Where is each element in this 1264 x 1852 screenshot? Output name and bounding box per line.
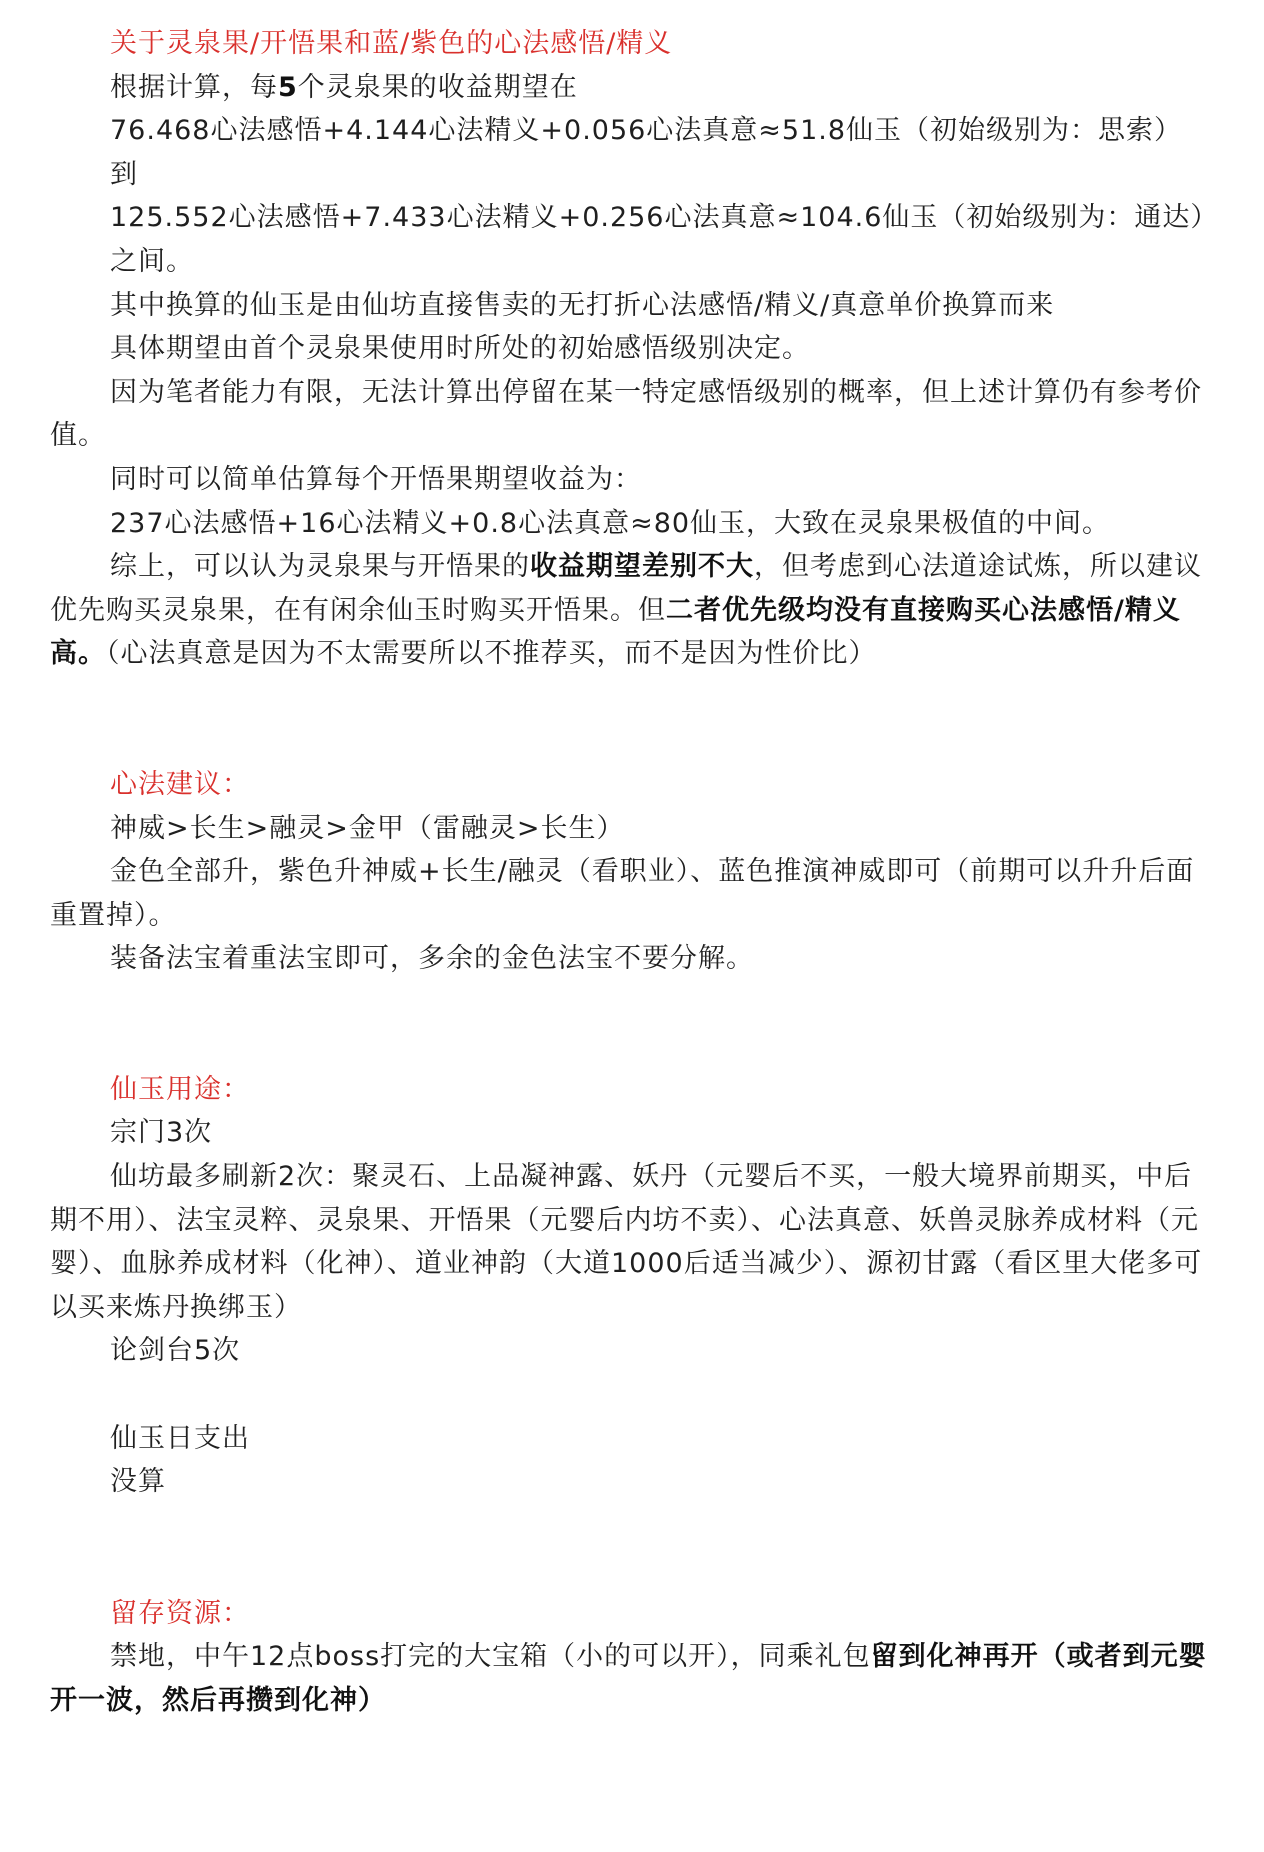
- text-span: 根据计算，每: [110, 71, 278, 103]
- paragraph: 神威>长生>融灵>金甲（雷融灵>长生）: [110, 812, 625, 844]
- bold-text: 二者优先级均没有直接购买心法感悟/精义高。: [50, 594, 1181, 670]
- bold-text: 收益期望差别不大: [530, 551, 754, 583]
- spacer: [50, 676, 1214, 763]
- section-heading-xianyu: 仙玉用途：: [110, 1073, 250, 1105]
- paragraph: 装备法宝着重法宝即可，多余的金色法宝不要分解。: [110, 943, 754, 975]
- paragraph: 之间。: [110, 245, 194, 277]
- paragraph: 因为笔者能力有限，无法计算出停留在某一特定感悟级别的概率，但上述计算仍有参考价值。: [50, 376, 1202, 452]
- paragraph: 到: [110, 158, 138, 190]
- paragraph: 76.468心法感悟+4.144心法精义+0.056心法真意≈51.8仙玉（初始级别为：思索）: [110, 115, 1183, 147]
- paragraph: 没算: [110, 1466, 166, 1498]
- paragraph: 125.552心法感悟+7.433心法精义+0.256心法真意≈104.6仙玉（初始级别为：通达）: [110, 202, 1219, 234]
- paragraph: 其中换算的仙玉是由仙坊直接售卖的无打折心法感悟/精义/真意单价换算而来: [110, 289, 1055, 321]
- paragraph: 同时可以简单估算每个开悟果期望收益为：: [110, 463, 642, 495]
- paragraph: 仙玉日支出: [110, 1422, 250, 1454]
- paragraph: 宗门3次: [110, 1117, 213, 1149]
- section-heading-resource: 留存资源：: [110, 1597, 250, 1629]
- paragraph: [50, 545, 1214, 676]
- text-span: 禁地，中午12点boss打完的大宝箱（小的可以开），同乘礼包: [110, 1641, 871, 1673]
- section-heading-xinfa: 心法建议：: [110, 768, 250, 800]
- paragraph: [50, 66, 1214, 110]
- spacer: [50, 981, 1214, 1068]
- text-span: ，但考虑到心法道途试炼，所以建议优先购买灵泉果，在有闲余仙玉时购买开悟果。但: [50, 551, 1202, 626]
- bold-text: 留到化神再开（或者到元婴开一波，然后再攒到化神）: [50, 1641, 1207, 1716]
- paragraph: 仙坊最多刷新2次：聚灵石、上品凝神露、妖丹（元婴后不买，一般大境界前期买，中后期不用）、法宝灵粹、灵泉果、开悟果（元婴后内坊不卖）、心法真意、妖兽灵脉养成材料（元婴）、血脉养成材料（化神）、道业神韵（大道1000后适当减少）、源初甘露（看区里大佬多可以买来炼丹换绑玉）: [50, 1161, 1203, 1323]
- text-span: 综上，可以认为灵泉果与开悟果的: [110, 551, 530, 583]
- text-span: 个灵泉果的收益期望在: [297, 71, 578, 103]
- paragraph: 237心法感悟+16心法精义+0.8心法真意≈80仙玉，大致在灵泉果极值的中间。: [110, 507, 1111, 539]
- paragraph: 论剑台5次: [110, 1335, 241, 1367]
- bold-text: 5: [278, 71, 298, 103]
- paragraph: 具体期望由首个灵泉果使用时所处的初始感悟级别决定。: [110, 333, 810, 365]
- spacer: [50, 1504, 1214, 1592]
- section-heading-fruit: 关于灵泉果/开悟果和蓝/紫色的心法感悟/精义: [110, 28, 673, 59]
- paragraph: [50, 1635, 1214, 1722]
- paragraph: 金色全部升，紫色升神威+长生/融灵（看职业）、蓝色推演神威即可（前期可以升升后面重置掉）。: [50, 856, 1195, 931]
- spacer: [50, 1373, 1214, 1417]
- text-span: （心法真意是因为不太需要所以不推荐买，而不是因为性价比）: [106, 638, 877, 670]
